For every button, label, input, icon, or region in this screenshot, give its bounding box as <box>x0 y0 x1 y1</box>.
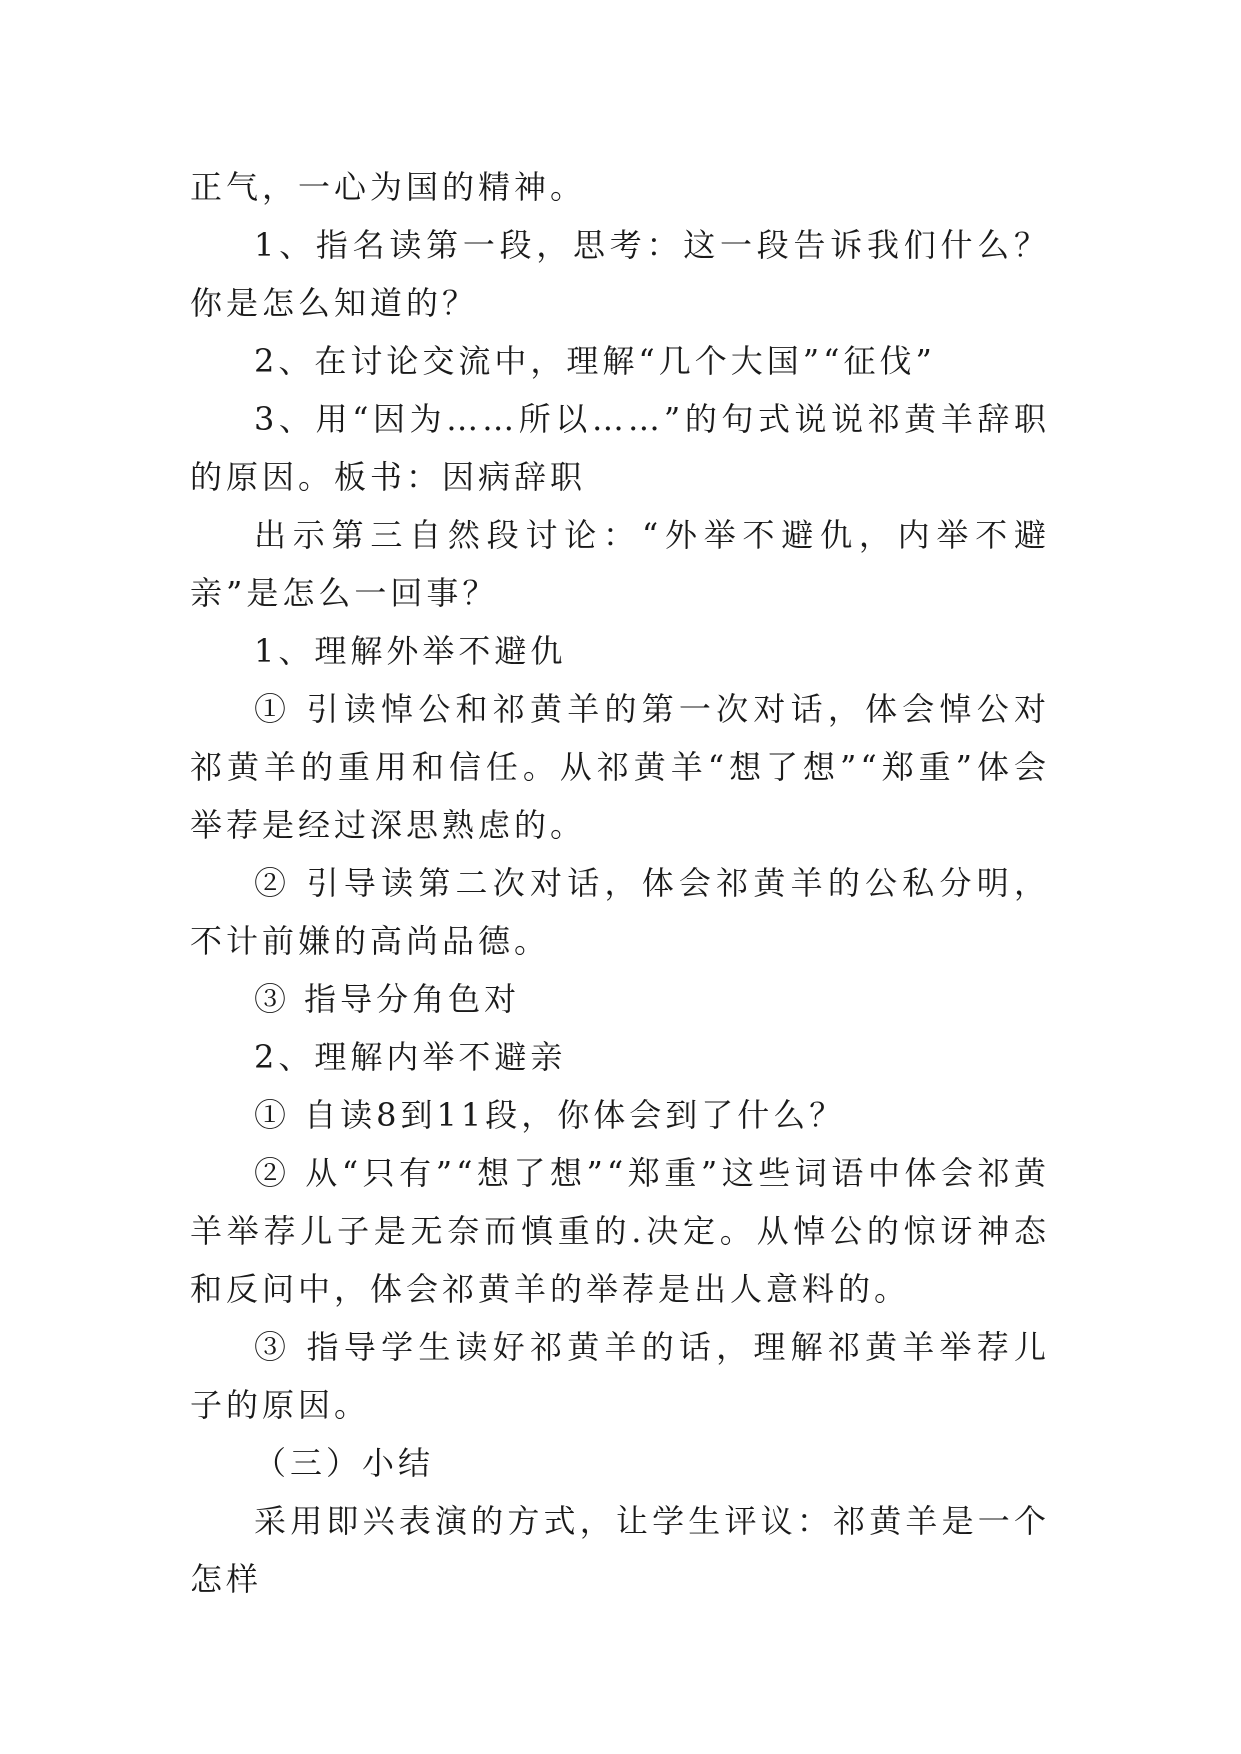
paragraph-understand-external: 1、理解外举不避仇 <box>254 632 567 670</box>
document-body <box>190 158 1050 1608</box>
paragraph-summary-activity: 采用即兴表演的方式，让学生评议：祁黄羊是一个怎样 <box>190 1502 1050 1598</box>
paragraph-understand-internal: 2、理解内举不避亲 <box>254 1038 567 1076</box>
paragraph-external-point-2: ② 引导读第二次对话，体会祁黄羊的公私分明，不计前嫌的高尚品德。 <box>190 864 1050 960</box>
paragraph-third-section-discussion: 出示第三自然段讨论：“外举不避仇，内举不避亲”是怎么一回事？ <box>190 516 1050 612</box>
paragraph-external-point-3: ③ 指导分角色对 <box>254 980 521 1018</box>
paragraph-internal-point-1: ① 自读8到11段，你体会到了什么？ <box>254 1096 846 1134</box>
paragraph-continuation: 正气，一心为国的精神。 <box>190 168 587 206</box>
paragraph-internal-point-3: ③ 指导学生读好祁黄羊的话，理解祁黄羊举荐儿子的原因。 <box>190 1328 1050 1424</box>
paragraph-external-point-1: ① 引读悼公和祁黄羊的第一次对话，体会悼公对祁黄羊的重用和信任。从祁黄羊“想了想”“郑重”体会举荐是经过深思熟虑的。 <box>190 690 1050 844</box>
paragraph-step-2-discuss: 2、在讨论交流中，理解“几个大国”“征伐” <box>254 342 936 380</box>
paragraph-step-3-reason: 3、用“因为……所以……”的句式说说祁黄羊辞职的原因。板书：因病辞职 <box>190 400 1050 496</box>
paragraph-internal-point-2: ② 从“只有”“想了想”“郑重”这些词语中体会祁黄羊举荐儿子是无奈而慎重的.决定。从悼公的惊讶神态和反问中，体会祁黄羊的举荐是出人意料的。 <box>190 1154 1050 1308</box>
paragraph-step-1-read-first-section: 1、指名读第一段，思考：这一段告诉我们什么？你是怎么知道的？ <box>190 226 1050 322</box>
section-heading-summary: （三）小结 <box>254 1444 435 1482</box>
